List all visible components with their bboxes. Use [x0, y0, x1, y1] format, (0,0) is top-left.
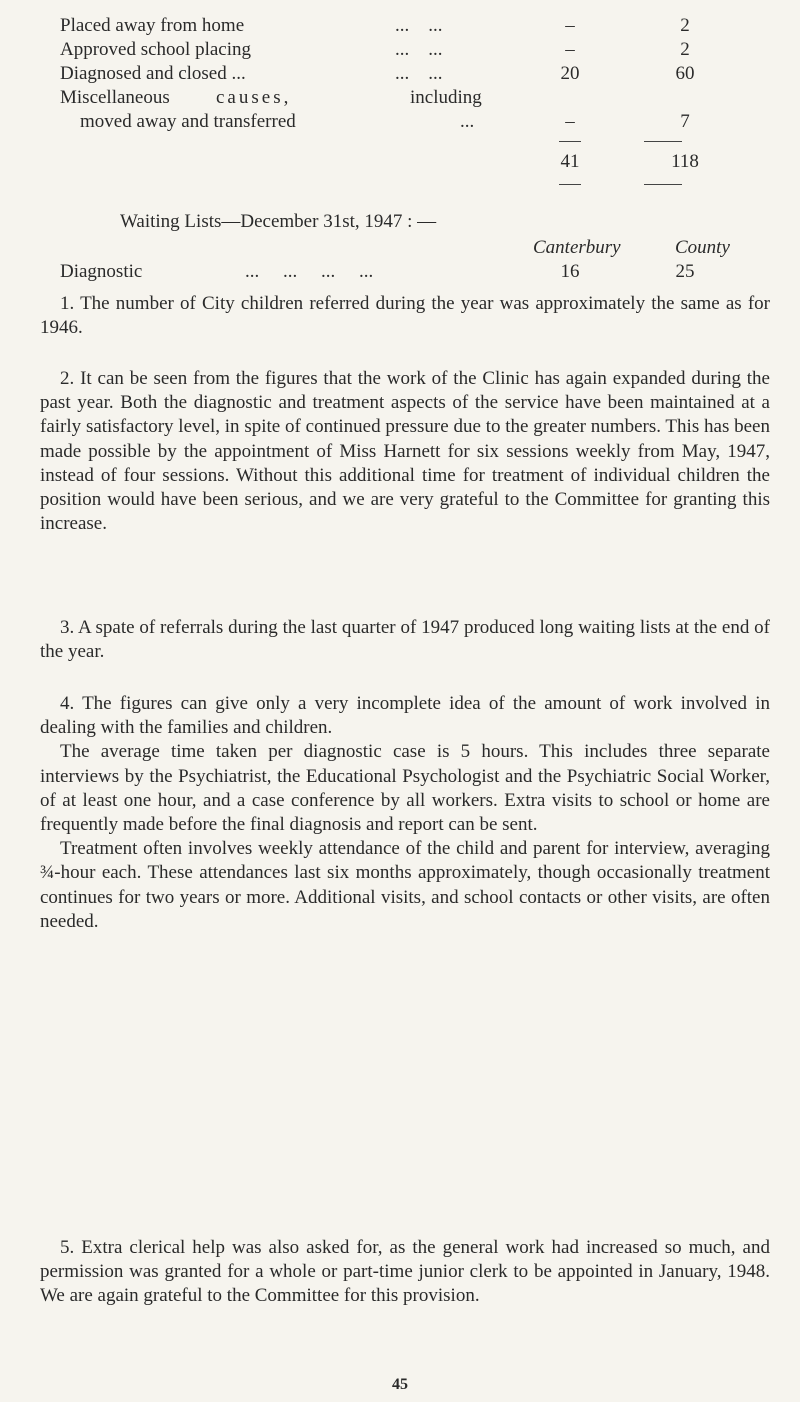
waiting-lists-header-row: [60, 236, 780, 260]
table-row: [60, 62, 780, 86]
table-row: [60, 86, 780, 110]
paragraph-text: Treatment often involves weekly attendance of the child and parent for interview, averaging ¾-hour each. These attendances last six months approximately, though occasionally treatment continues for two years or more. Additional visits, and school contacts or other visits, are often needed.: [40, 838, 770, 932]
row-label: Diagnosed and closed ...: [60, 63, 246, 84]
canterbury-value: 16: [560, 261, 580, 282]
row-dots: ...: [460, 111, 475, 132]
county-total: 118: [671, 151, 699, 172]
county-value: 2: [680, 15, 690, 36]
sum-rule: [559, 141, 581, 142]
sum-rule: [644, 141, 682, 142]
county-value: 2: [680, 39, 690, 60]
table-row: [60, 14, 780, 38]
row-dots: ... ... ... ...: [245, 261, 374, 282]
county-value: 25: [675, 261, 695, 282]
sum-rule: [644, 184, 682, 185]
sum-rule: [559, 184, 581, 185]
waiting-lists-row: [60, 260, 780, 284]
canterbury-total: 41: [560, 151, 580, 172]
paragraph-text: 2. It can be seen from the figures that the work of the Clinic has again expanded during the past year. Both the diagnostic and treatment aspects of the service have been maintained at a fairly satisfactory level, in spite of continued pressure due to the greater numbers. This has been made possible by the appointment of Miss Harnett for six sessions weekly from May, 1947, instead of four sessions. Without this additional time for treatment of individual children the position would have been serious, and we are very grateful to the Committee for granting this increase.: [40, 368, 770, 535]
row-label: Placed away from home: [60, 15, 245, 36]
canterbury-header: Canterbury: [533, 237, 621, 258]
row-dots: ... ...: [395, 39, 443, 60]
row-label-part: including: [410, 87, 482, 108]
county-header: County: [675, 237, 730, 258]
county-value: 7: [680, 111, 690, 132]
paragraph-5: [40, 1236, 770, 1309]
table-row: [60, 110, 780, 134]
paragraph-text: 1. The number of City children referred during the year was approximately the same as for 1946.: [40, 293, 770, 339]
row-label: moved away and transferred: [80, 111, 296, 132]
table-row: [60, 38, 780, 62]
row-label: Diagnostic: [60, 261, 143, 282]
paragraph-text: 4. The figures can give only a very incomplete idea of the amount of work involved in dealing with the families and children.: [40, 693, 770, 739]
canterbury-value: –: [565, 111, 575, 132]
row-label-part: Miscellaneous: [60, 87, 170, 108]
canterbury-value: 20: [560, 63, 580, 84]
row-dots: ... ...: [395, 15, 443, 36]
totals-row: [60, 150, 780, 174]
county-value: 60: [675, 63, 695, 84]
paragraph-3: [40, 616, 770, 664]
paragraph-text: 3. A spate of referrals during the last quarter of 1947 produced long waiting lists at the end of the year.: [40, 617, 770, 663]
row-dots: ... ...: [395, 63, 443, 84]
canterbury-value: –: [565, 15, 575, 36]
page-number: 45: [392, 1376, 408, 1393]
paragraph-1: [40, 292, 770, 340]
paragraph-4: [40, 692, 770, 934]
canterbury-value: –: [565, 39, 575, 60]
paragraph-text: The average time taken per diagnostic case is 5 hours. This includes three separate interviews by the Psychiatrist, the Educational Psychologist and the Psychiatric Social Worker, of at least one hour, and a case conference by all workers. Extra visits to school or home are frequently made before the final diagnosis and report can be sent.: [40, 741, 770, 836]
paragraph-text: 5. Extra clerical help was also asked for, as the general work had increased so much, and permission was granted for a whole or part-time junior clerk to be appointed in January, 1948. We are again grateful to the Committee for this provision.: [40, 1237, 770, 1307]
row-label: Approved school placing: [60, 39, 252, 60]
waiting-lists-heading-row: [60, 210, 780, 234]
waiting-lists-heading: Waiting Lists—December 31st, 1947 : —: [120, 211, 437, 232]
row-label-part: causes,: [216, 87, 292, 108]
paragraph-2: [40, 367, 770, 536]
